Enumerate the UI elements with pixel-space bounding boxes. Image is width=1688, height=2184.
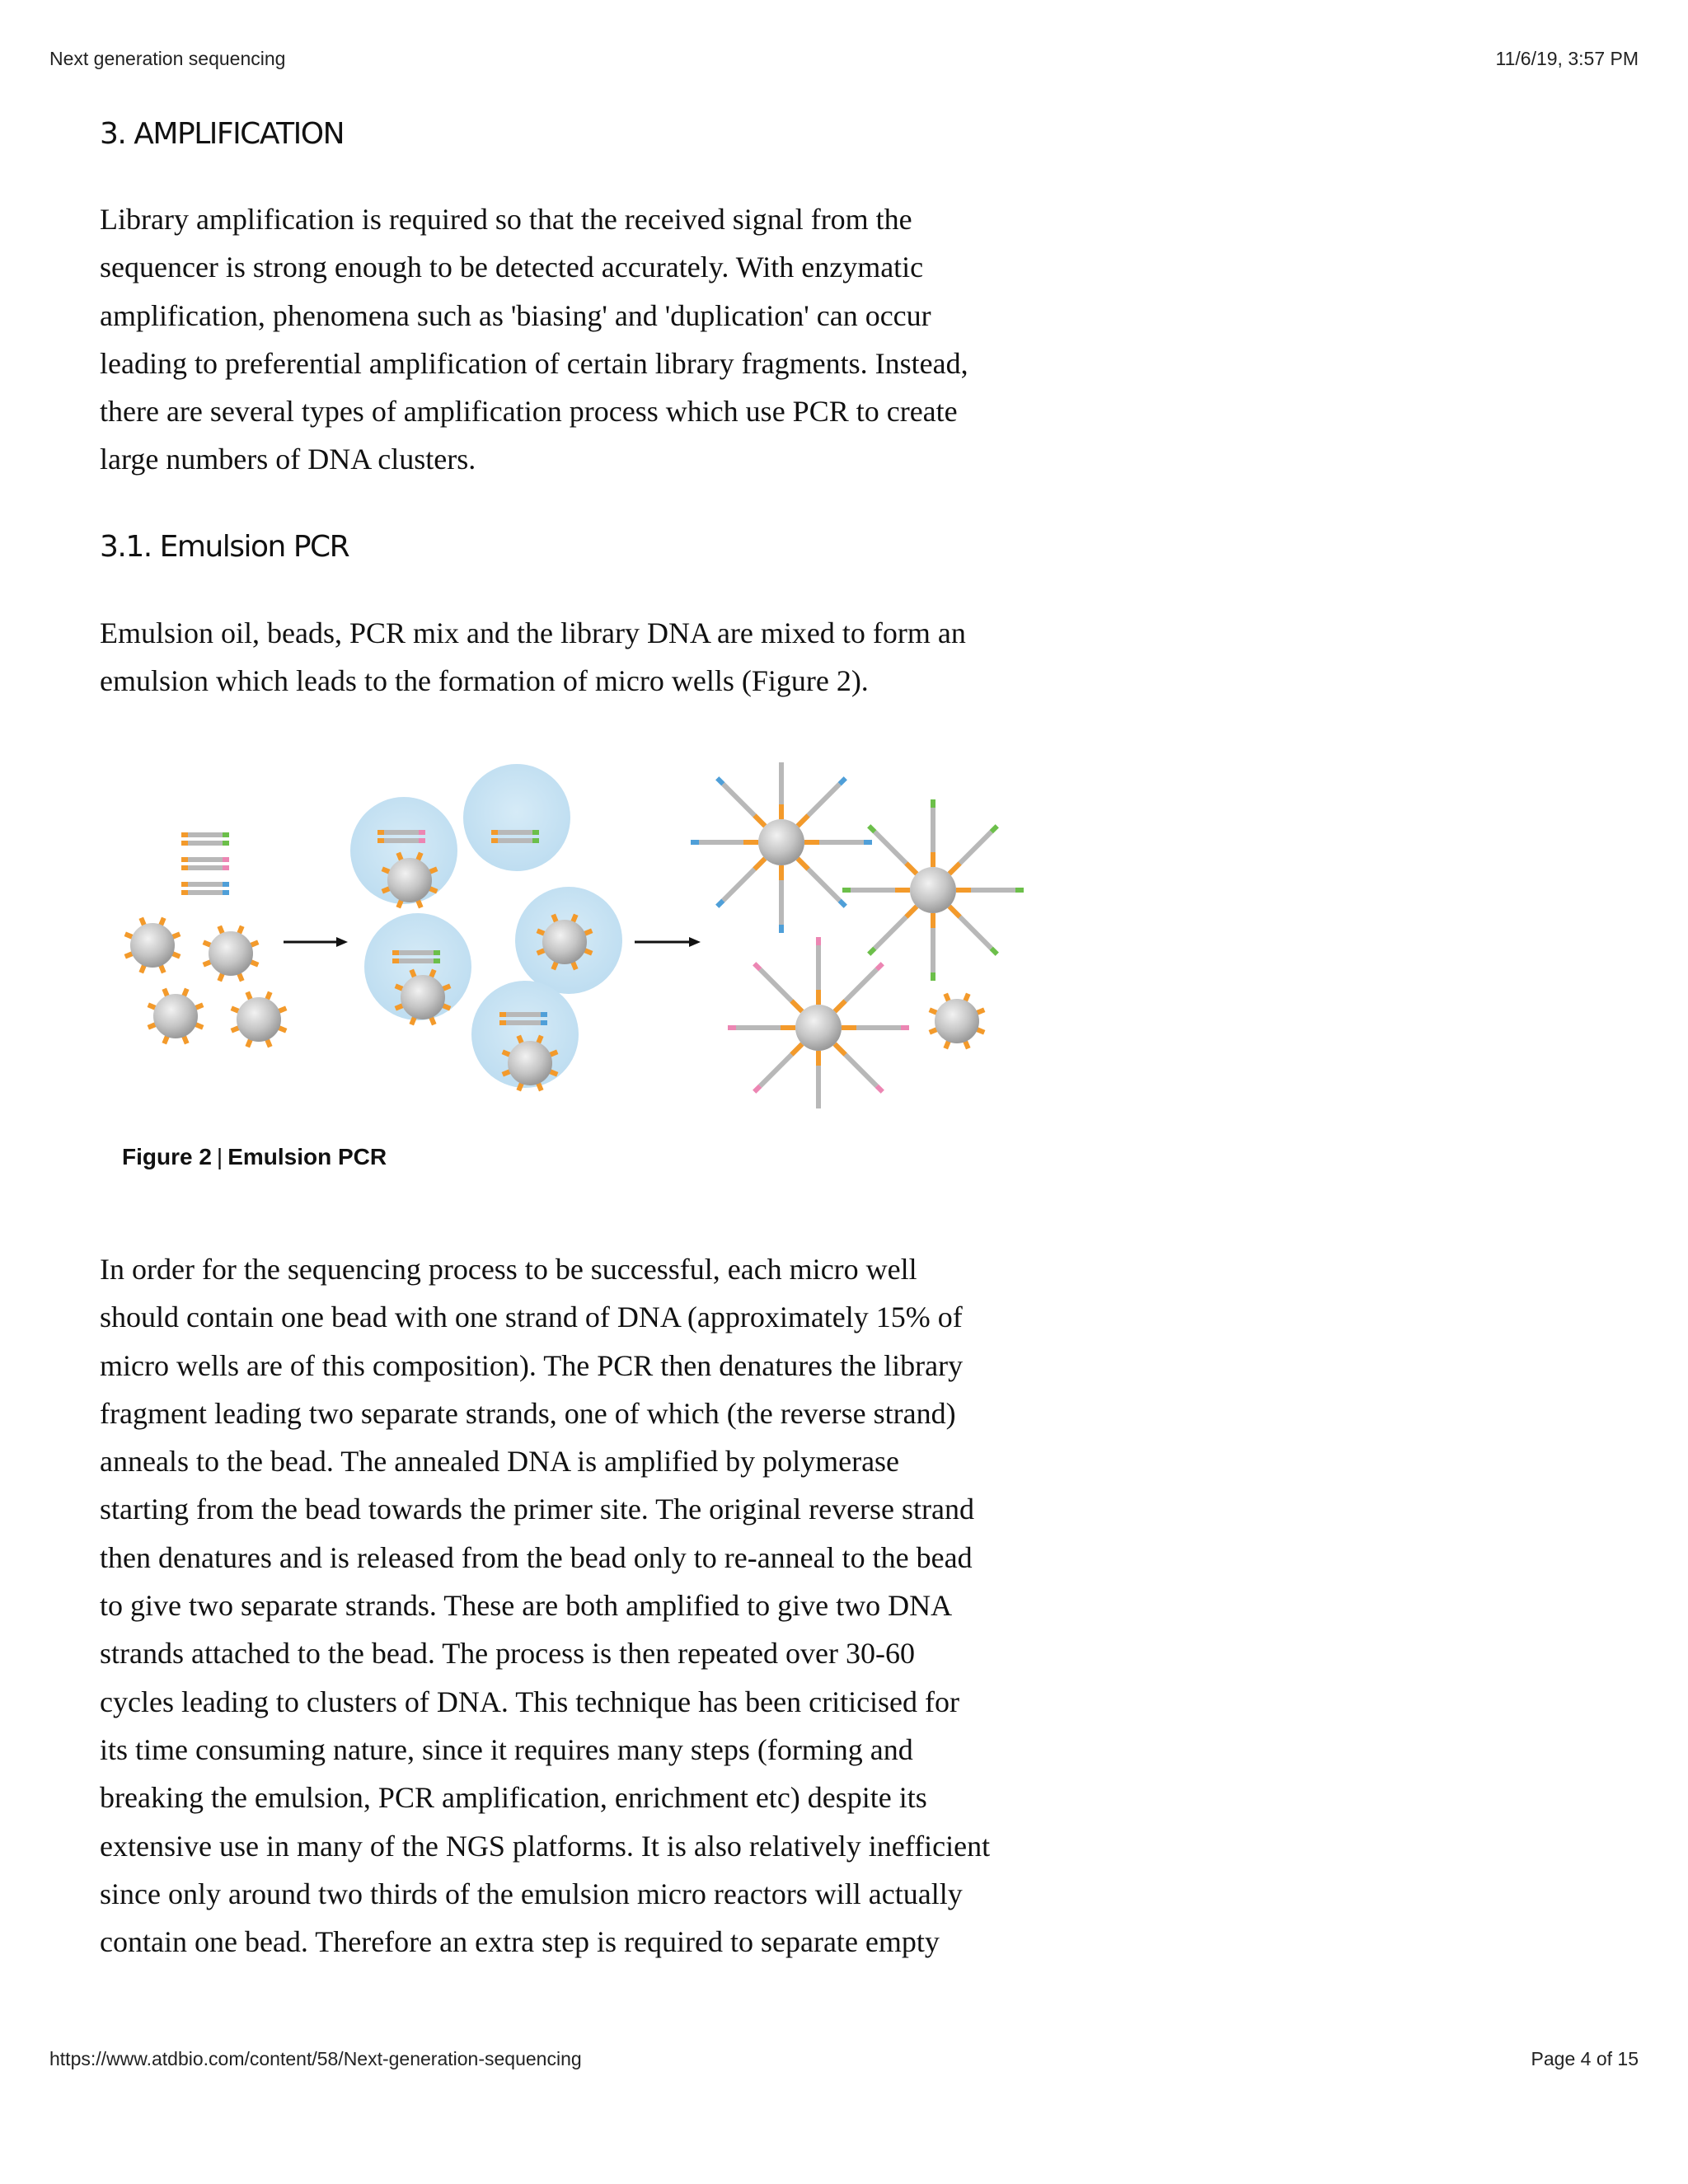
strand-adapter [798,815,809,826]
fragment-tag [223,832,229,837]
strand-tag [869,949,874,954]
strand-adapter [791,1044,802,1055]
emulsion-pcr-illustration [115,762,1030,1108]
strand-tag [717,778,723,784]
paragraph-line: strands attached to the bead. The process is then repeated over 30-60 [100,1637,915,1671]
bead [910,867,956,913]
paragraph-line: then denatures and is released from the bead only to re-anneal to the bead [100,1540,973,1574]
fragment-tag [419,830,425,835]
subsection-heading: 3.1. Emulsion PCR [100,530,349,564]
strand-tag [877,1086,883,1092]
strand-adapter [798,859,809,869]
fragment-adapter [491,830,498,835]
strand-adapter [950,907,960,917]
fragment-tag [223,890,229,895]
paragraph-line: amplification, phenomena such as 'biasing' and 'duplication' can occur [100,298,931,332]
fragment-tag [223,865,229,870]
dna-fragment [188,832,223,837]
bead [542,920,587,964]
dna-fragment [188,865,223,870]
strand-tag [869,826,874,832]
paragraph-line: fragment leading two separate strands, one of which (the reverse strand) [100,1396,956,1430]
strand-tag [840,778,846,784]
paragraph-line: emulsion which leads to the formation of micro wells (Figure 2). [100,664,869,698]
dna-fragment [506,1012,541,1017]
fragment-adapter [392,950,399,955]
paragraph-line: micro wells are of this composition). The PCR then denatures the library [100,1348,964,1382]
paragraph-line: cycles leading to clusters of DNA. This technique has been criticised for [100,1685,960,1718]
bead [935,999,979,1043]
dna-fragment [384,838,419,843]
figure-caption-title: Emulsion PCR [227,1144,387,1169]
bead [387,858,432,902]
strand-adapter [754,815,765,826]
emulsion-pcr-figure [115,762,1030,1108]
bead [153,994,198,1038]
paragraph-line: there are several types of amplification process which use PCR to create [100,395,958,429]
bead [795,1005,842,1051]
fragment-tag [223,857,229,862]
paragraph-line: since only around two thirds of the emulsion micro reactors will actually [100,1877,963,1910]
fragment-adapter [377,830,384,835]
bead [758,819,804,865]
strand-tag [840,901,846,907]
strand-adapter [906,907,917,917]
paragraph-line: Library amplification is required so that the received signal from the [100,203,912,236]
fragment-tag [541,1012,547,1017]
arrowhead [689,937,701,947]
print-footer-page: Page 4 of 15 [1531,2048,1639,2069]
dna-fragment [188,841,223,846]
arrowhead [336,937,348,947]
paragraph-line: breaking the emulsion, PCR amplification, enrichment etc) despite its [100,1781,927,1815]
fragment-adapter [491,838,498,843]
fragment-adapter [181,841,188,846]
strand-tag [992,826,997,832]
bead [508,1041,552,1085]
bead [401,975,445,1019]
dna-fragment [188,882,223,887]
dna-fragment [384,830,419,835]
paragraph-line: sequencer is strong enough to be detected accurately. With enzymatic [100,251,924,284]
paragraph-line: extensive use in many of the NGS platforms. It is also relatively inefficient [100,1829,991,1863]
strand-tag [754,1086,760,1092]
section-intro-paragraph [100,195,968,484]
paragraph-line: In order for the sequencing process to be successful, each micro well [100,1253,917,1286]
print-footer-url: https://www.atdbio.com/content/58/Next-generation-sequencing [49,2048,582,2069]
strand-adapter [835,1001,846,1011]
fragment-adapter [392,958,399,963]
figure-caption-label: Figure 2 [122,1144,212,1169]
paragraph-line: contain one bead. Therefore an extra step is required to separate empty [100,1925,940,1959]
fragment-adapter [181,882,188,887]
paragraph-line: large numbers of DNA clusters. [100,443,476,476]
print-header-title: Next generation sequencing [49,48,286,69]
fragment-tag [419,838,425,843]
subsection-intro-paragraph [100,609,966,705]
dna-fragment [188,890,223,895]
fragment-tag [541,1020,547,1025]
fragment-tag [434,958,440,963]
strand-adapter [835,1044,846,1055]
paragraph-line: its time consuming nature, since it requires many steps (forming and [100,1732,913,1766]
dna-fragment [399,950,434,955]
paragraph-line: anneals to the bead. The annealed DNA is amplified by polymerase [100,1445,900,1479]
dna-fragment [498,838,532,843]
strand-adapter [950,863,960,874]
strand-adapter [906,863,917,874]
fragment-adapter [499,1020,506,1025]
fragment-adapter [499,1012,506,1017]
dna-fragment [188,857,223,862]
bead [130,923,175,968]
fragment-tag [532,830,539,835]
fragment-adapter [377,838,384,843]
emulsion-droplet [463,764,570,871]
fragment-adapter [181,890,188,895]
section-heading: 3. AMPLIFICATION [100,117,345,151]
figure-caption [122,1144,387,1170]
paragraph-line: Emulsion oil, beads, PCR mix and the library DNA are mixed to form an [100,616,966,649]
fragment-tag [532,838,539,843]
paragraph-line: should contain one bead with one strand of DNA (approximately 15% of [100,1301,963,1334]
strand-tag [877,963,883,969]
dna-fragment [506,1020,541,1025]
print-header-datetime: 11/6/19, 3:57 PM [1495,48,1639,69]
fragment-tag [223,841,229,846]
fragment-adapter [181,865,188,870]
bead [209,931,253,976]
paragraph-line: leading to preferential amplification of certain library fragments. Instead, [100,346,968,380]
dna-fragment [498,830,532,835]
paragraph-line: starting from the bead towards the primer site. The original reverse strand [100,1493,974,1526]
fragment-tag [223,882,229,887]
dna-fragment [399,958,434,963]
fragment-tag [434,950,440,955]
fragment-adapter [181,857,188,862]
strand-tag [992,949,997,954]
fragment-adapter [181,832,188,837]
strand-adapter [754,859,765,869]
strand-tag [754,963,760,969]
figure-caption-separator: | [216,1144,223,1169]
strand-tag [717,901,723,907]
paragraph-line: to give two separate strands. These are both amplified to give two DNA [100,1589,953,1623]
bead [237,997,281,1042]
body-paragraph [100,1245,990,1966]
strand-adapter [791,1001,802,1011]
